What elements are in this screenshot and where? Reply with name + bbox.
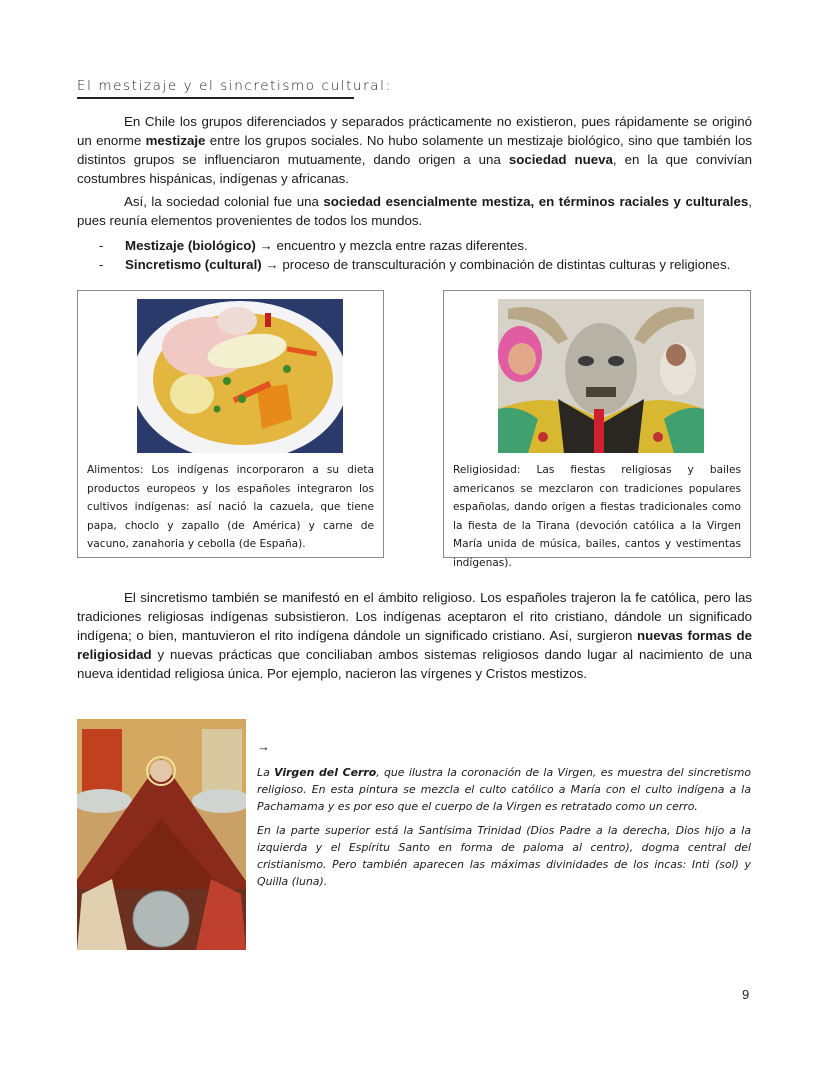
text: encuentro y mezcla entre razas diferentes. [272, 238, 528, 253]
figure-religiosity [443, 290, 751, 569]
text: La [257, 766, 275, 779]
text: Así, la sociedad colonial fue una [124, 194, 324, 209]
text: y nuevas prácticas que conciliaban ambos sistemas religiosos dando lugar al nacimiento de una nueva identidad religiosa única. Por ejemplo, nacieron las vírgenes y Cristos mestizos. [77, 647, 752, 681]
bold-term: Virgen del Cerro [274, 766, 377, 779]
bold-term: mestizaje [145, 133, 206, 148]
figure-food [77, 290, 384, 558]
text: proceso de transculturación y combinación de distintas culturas y religiones. [278, 257, 731, 272]
colonial-society-paragraph [77, 192, 752, 230]
bold-term: nuevas formas de religiosidad [77, 628, 752, 662]
text: , pues reunía elementos provenientes de todos los mundos. [77, 194, 752, 228]
arrow-icon: → [259, 238, 273, 253]
section-title: El mestizaje y el sincretismo cultural: [77, 78, 354, 99]
text: , en la que convivían costumbres hispánicas, indígenas y africanas. [77, 152, 752, 186]
arrow-icon: → [265, 257, 279, 272]
list-item [77, 236, 777, 255]
religious-syncretism-paragraph [77, 588, 752, 683]
bullet-dash: - [99, 257, 104, 272]
tirana-dancer-photo [498, 299, 704, 453]
bold-term: sociedad esencialmente mestiza, en términos raciales y culturales [323, 194, 749, 209]
bold-term: Mestizaje (biológico) [125, 238, 256, 253]
figure-caption: Alimentos: Los indígenas incorporaron a su dieta productos europeos y los españoles integraron los cultivos indígenas: así nació la cazuela, que tiene papa, choclo y zapallo (de América) y carne de vacuno, zanahoria y cebolla (de España). [87, 464, 374, 550]
bold-term: sociedad nueva [508, 152, 613, 167]
figure-caption: Religiosidad: Las fiestas religiosas y bailes americanos se mezclaron con tradiciones populares españolas, dando origen a fiestas tradicionales como la fiesta de la Tirana (devoción católica a la Virgen María unida de música, bailes, cantos y vestimentas indígenas). [453, 464, 741, 569]
text: entre los grupos sociales. No hubo solamente un mestizaje biológico, sino que también los distintos grupos se influenciaron mutuamente, dando origen a una [77, 133, 752, 167]
trinity-description: En la parte superior está la Santísima Trinidad (Dios Padre a la derecha, Dios hijo a la izquierda y el Espíritu Santo en forma de paloma al centro), dogma central del cristianismo. Pero también aparecen las máximas divinidades de los incas: Inti (sol) y Quilla (luna). [257, 824, 751, 888]
bullet-dash: - [99, 238, 104, 253]
arrow-icon: → [257, 739, 270, 754]
virgen-del-cerro-painting [77, 719, 246, 950]
page-number: 9 [742, 987, 750, 1002]
virgen-description [257, 764, 751, 815]
definition-list [77, 236, 777, 274]
bold-term: Sincretismo (cultural) [125, 257, 262, 272]
intro-paragraph [77, 112, 752, 188]
cazuela-photo [137, 299, 343, 453]
list-item-text [125, 255, 730, 274]
list-item [77, 255, 777, 274]
text: , que ilustra la coronación de la Virgen, es muestra del sincretismo religioso. En esta pintura se mezcla el culto católico a María con el culto indígena a la Pachamama y es por eso que el cuerpo de la Virgen es retratado como un cerro. [257, 766, 752, 813]
list-item-text [125, 236, 528, 255]
text: En Chile los grupos diferenciados y separados prácticamente no existieron, pues rápidamente se originó un enorme [77, 114, 752, 148]
text: El sincretismo también se manifestó en el ámbito religioso. Los españoles trajeron la fe católica, pero las tradiciones religiosas indígenas subsistieron. Los indígenas aceptaron el rito cristiano, dándole un significado indígena; o bien, mantuvieron el rito indígena dándole un significado cristiano. Así, surgieron [77, 590, 752, 643]
